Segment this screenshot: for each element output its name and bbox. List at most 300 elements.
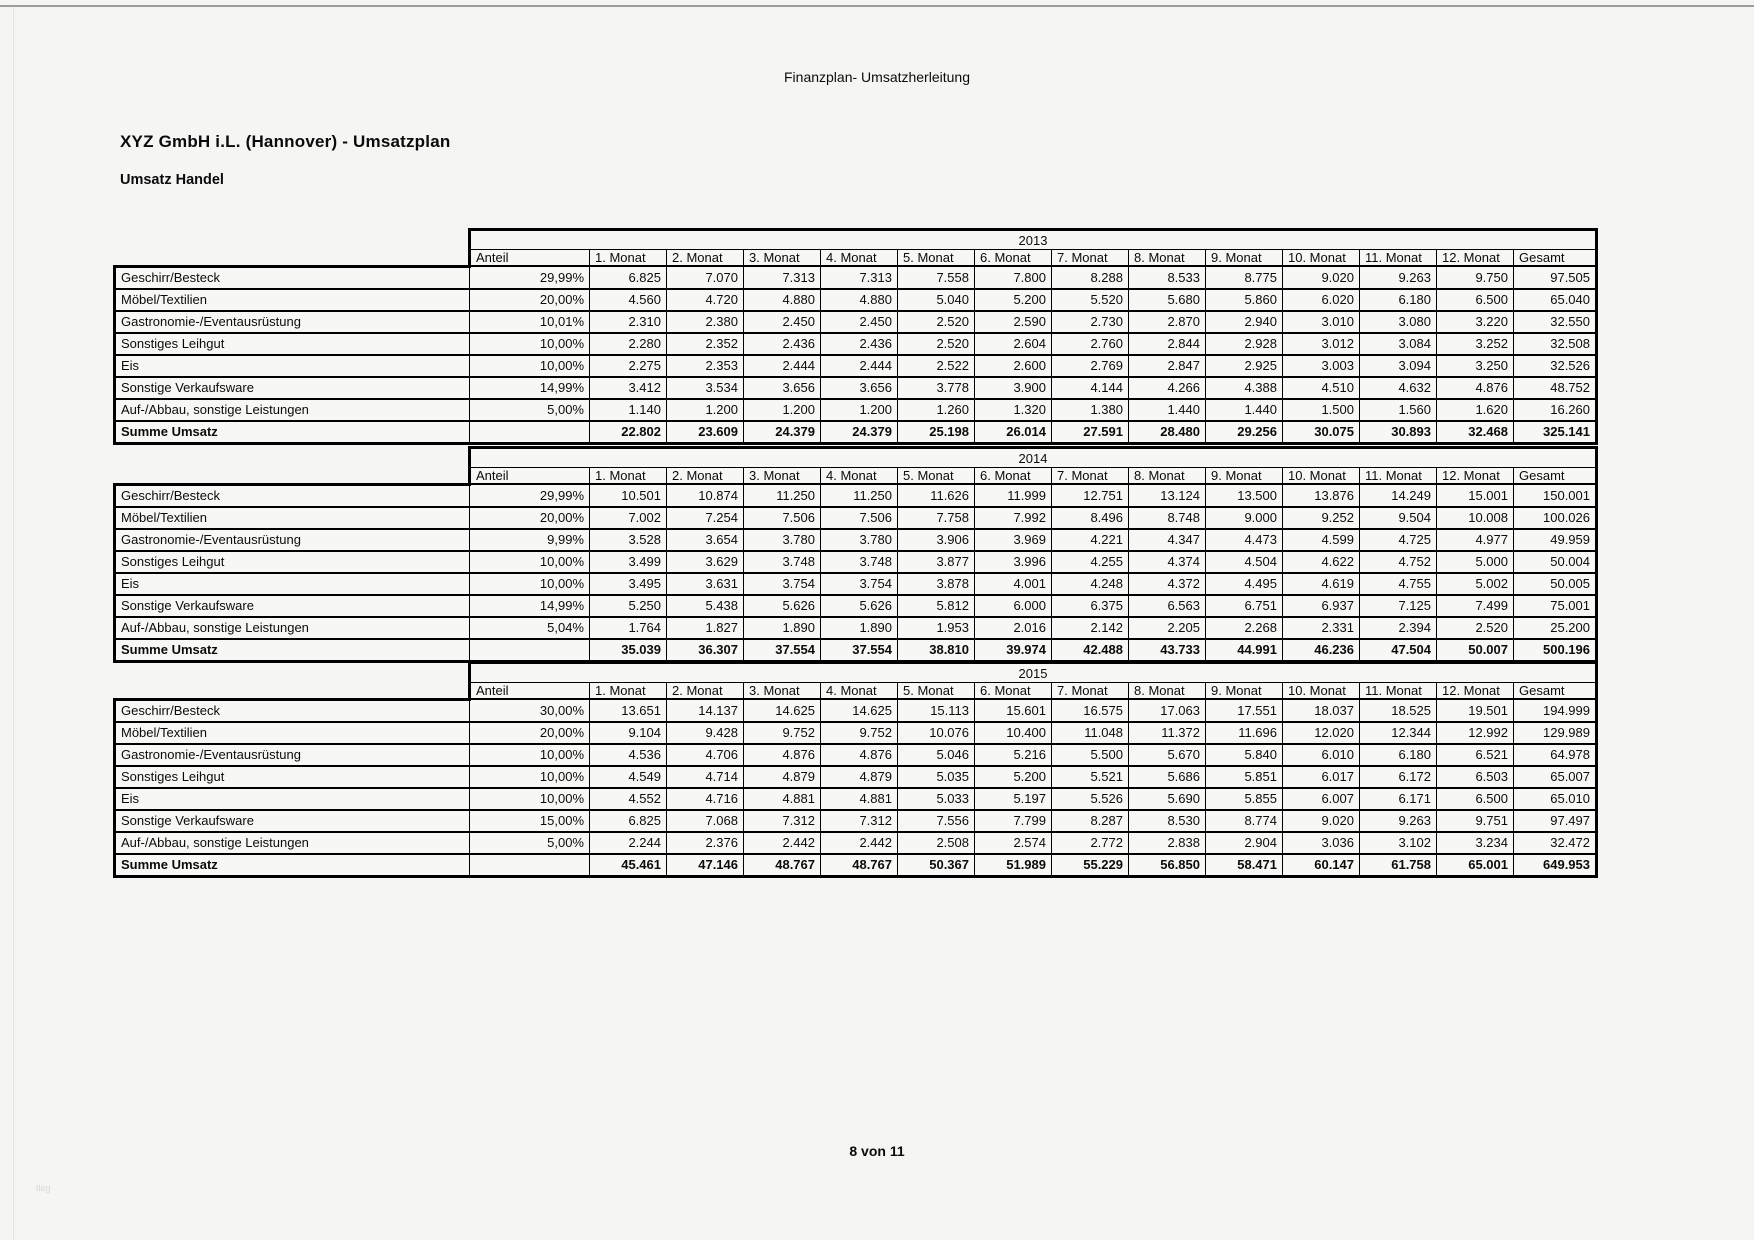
column-header: 8. Monat [1129,468,1206,485]
monat-value-cell: 1.320 [975,399,1052,421]
summe-monat-value: 27.591 [1052,421,1129,444]
monat-value-cell: 5.250 [590,595,667,617]
monat-value-cell: 4.248 [1052,573,1129,595]
monat-value-cell: 5.438 [667,595,744,617]
monat-value-cell: 2.520 [1437,617,1514,639]
monat-value-cell: 4.372 [1129,573,1206,595]
anteil-cell-empty [470,421,590,444]
column-header: Gesamt [1514,468,1597,485]
monat-value-cell: 8.287 [1052,810,1129,832]
summe-monat-value: 22.802 [590,421,667,444]
monat-value-cell: 4.752 [1360,551,1437,573]
monat-value-cell: 2.522 [898,355,975,377]
monat-value-cell: 7.312 [821,810,898,832]
monat-value-cell: 2.904 [1206,832,1283,854]
summe-monat-value: 42.488 [1052,639,1129,662]
monat-value-cell: 6.751 [1206,595,1283,617]
summe-monat-value: 24.379 [744,421,821,444]
anteil-cell: 5,00% [470,399,590,421]
monat-value-cell: 1.200 [744,399,821,421]
column-header: 12. Monat [1437,468,1514,485]
monat-value-cell: 3.220 [1437,311,1514,333]
spacer-cell [115,250,470,267]
anteil-cell: 10,00% [470,744,590,766]
column-header: 5. Monat [898,250,975,267]
monat-value-cell: 3.654 [667,529,744,551]
monat-value-cell: 3.012 [1283,333,1360,355]
column-header: 5. Monat [898,683,975,700]
monat-value-cell: 4.144 [1052,377,1129,399]
column-header: 9. Monat [1206,250,1283,267]
monat-value-cell: 3.528 [590,529,667,551]
monat-value-cell: 4.560 [590,289,667,311]
gesamt-cell: 194.999 [1514,699,1597,722]
monat-value-cell: 5.626 [744,595,821,617]
row-label: Eis [115,788,470,810]
summe-monat-value: 39.974 [975,639,1052,662]
monat-value-cell: 4.977 [1437,529,1514,551]
column-header: Gesamt [1514,250,1597,267]
anteil-cell: 9,99% [470,529,590,551]
monat-value-cell: 5.686 [1129,766,1206,788]
monat-value-cell: 4.879 [821,766,898,788]
monat-value-cell: 6.020 [1283,289,1360,311]
umsatz-table-2015 [113,661,1598,878]
monat-value-cell: 1.440 [1206,399,1283,421]
monat-value-cell: 7.800 [975,266,1052,289]
monat-value-cell: 3.080 [1360,311,1437,333]
row-label: Sonstige Verkaufsware [115,595,470,617]
monat-value-cell: 4.374 [1129,551,1206,573]
summe-row-label: Summe Umsatz [115,421,470,444]
gesamt-cell: 75.001 [1514,595,1597,617]
monat-value-cell: 4.549 [590,766,667,788]
summe-monat-value: 50.007 [1437,639,1514,662]
monat-value-cell: 3.003 [1283,355,1360,377]
anteil-cell: 10,00% [470,573,590,595]
monat-value-cell: 2.310 [590,311,667,333]
monat-value-cell: 2.394 [1360,617,1437,639]
monat-value-cell: 7.558 [898,266,975,289]
monat-value-cell: 13.500 [1206,484,1283,507]
monat-value-cell: 3.900 [975,377,1052,399]
monat-value-cell: 4.347 [1129,529,1206,551]
gesamt-cell: 150.001 [1514,484,1597,507]
row-label: Geschirr/Besteck [115,699,470,722]
monat-value-cell: 10.501 [590,484,667,507]
monat-value-cell: 14.625 [744,699,821,722]
monat-value-cell: 4.221 [1052,529,1129,551]
row-label: Auf-/Abbau, sonstige Leistungen [115,832,470,854]
monat-value-cell: 6.500 [1437,788,1514,810]
monat-value-cell: 7.506 [744,507,821,529]
monat-value-cell: 4.881 [821,788,898,810]
summe-monat-value: 51.989 [975,854,1052,877]
summe-monat-value: 46.236 [1283,639,1360,662]
monat-value-cell: 3.656 [821,377,898,399]
column-header: 7. Monat [1052,250,1129,267]
monat-value-cell: 15.001 [1437,484,1514,507]
monat-value-cell: 9.000 [1206,507,1283,529]
anteil-cell: 10,01% [470,311,590,333]
monat-value-cell: 1.890 [744,617,821,639]
monat-value-cell: 6.563 [1129,595,1206,617]
monat-value-cell: 2.142 [1052,617,1129,639]
summe-monat-value: 43.733 [1129,639,1206,662]
summe-monat-value: 35.039 [590,639,667,662]
column-header: 11. Monat [1360,468,1437,485]
monat-value-cell: 2.444 [744,355,821,377]
monat-value-cell: 7.313 [744,266,821,289]
monat-value-cell: 7.992 [975,507,1052,529]
summe-monat-value: 48.767 [744,854,821,877]
summe-monat-value: 30.893 [1360,421,1437,444]
column-header: 10. Monat [1283,468,1360,485]
monat-value-cell: 6.825 [590,810,667,832]
monat-value-cell: 1.953 [898,617,975,639]
summe-monat-value: 65.001 [1437,854,1514,877]
monat-value-cell: 1.620 [1437,399,1514,421]
column-header: 7. Monat [1052,468,1129,485]
monat-value-cell: 5.216 [975,744,1052,766]
monat-value-cell: 5.840 [1206,744,1283,766]
monat-value-cell: 7.499 [1437,595,1514,617]
gesamt-cell: 64.978 [1514,744,1597,766]
row-label: Eis [115,573,470,595]
anteil-cell: 29,99% [470,266,590,289]
monat-value-cell: 2.442 [821,832,898,854]
column-header: Anteil [470,468,590,485]
monat-value-cell: 5.670 [1129,744,1206,766]
monat-value-cell: 2.376 [667,832,744,854]
monat-value-cell: 5.002 [1437,573,1514,595]
column-header: 8. Monat [1129,250,1206,267]
monat-value-cell: 5.680 [1129,289,1206,311]
monat-value-cell: 6.171 [1360,788,1437,810]
monat-value-cell: 4.720 [667,289,744,311]
page-top-rule [0,5,1754,7]
monat-value-cell: 5.033 [898,788,975,810]
monat-value-cell: 5.855 [1206,788,1283,810]
monat-value-cell: 13.124 [1129,484,1206,507]
monat-value-cell: 4.876 [1437,377,1514,399]
monat-value-cell: 4.622 [1283,551,1360,573]
monat-value-cell: 6.937 [1283,595,1360,617]
monat-value-cell: 3.754 [821,573,898,595]
monat-value-cell: 2.380 [667,311,744,333]
monat-value-cell: 2.442 [744,832,821,854]
monat-value-cell: 9.263 [1360,266,1437,289]
monat-value-cell: 14.625 [821,699,898,722]
monat-value-cell: 2.520 [898,311,975,333]
column-header: 10. Monat [1283,683,1360,700]
column-header: 2. Monat [667,250,744,267]
monat-value-cell: 4.632 [1360,377,1437,399]
monat-value-cell: 2.353 [667,355,744,377]
gesamt-cell: 32.550 [1514,311,1597,333]
row-label: Gastronomie-/Eventausrüstung [115,529,470,551]
anteil-cell: 14,99% [470,595,590,617]
monat-value-cell: 2.450 [744,311,821,333]
monat-value-cell: 4.706 [667,744,744,766]
gesamt-cell: 129.989 [1514,722,1597,744]
page-title: XYZ GmbH i.L. (Hannover) - Umsatzplan [120,132,451,151]
monat-value-cell: 4.495 [1206,573,1283,595]
column-header: 1. Monat [590,468,667,485]
summe-monat-value: 23.609 [667,421,744,444]
row-label: Eis [115,355,470,377]
monat-value-cell: 4.536 [590,744,667,766]
summe-monat-value: 28.480 [1129,421,1206,444]
summe-gesamt-cell: 500.196 [1514,639,1597,662]
monat-value-cell: 5.500 [1052,744,1129,766]
monat-value-cell: 3.969 [975,529,1052,551]
monat-value-cell: 3.754 [744,573,821,595]
monat-value-cell: 7.556 [898,810,975,832]
monat-value-cell: 8.530 [1129,810,1206,832]
watermark-text: tleg [36,1183,51,1193]
monat-value-cell: 7.002 [590,507,667,529]
column-header: 8. Monat [1129,683,1206,700]
summe-monat-value: 61.758 [1360,854,1437,877]
monat-value-cell: 4.725 [1360,529,1437,551]
monat-value-cell: 4.714 [667,766,744,788]
monat-value-cell: 6.180 [1360,289,1437,311]
monat-value-cell: 6.521 [1437,744,1514,766]
section-subtitle: Umsatz Handel [120,172,224,188]
monat-value-cell: 5.812 [898,595,975,617]
monat-value-cell: 5.690 [1129,788,1206,810]
monat-value-cell: 2.280 [590,333,667,355]
monat-value-cell: 7.312 [744,810,821,832]
spacer-cell [115,683,470,700]
summe-monat-value: 58.471 [1206,854,1283,877]
monat-value-cell: 7.070 [667,266,744,289]
monat-value-cell: 3.631 [667,573,744,595]
column-header: 11. Monat [1360,250,1437,267]
column-header: 2. Monat [667,468,744,485]
monat-value-cell: 2.508 [898,832,975,854]
monat-value-cell: 4.876 [821,744,898,766]
monat-value-cell: 2.205 [1129,617,1206,639]
anteil-cell: 14,99% [470,377,590,399]
summe-monat-value: 44.991 [1206,639,1283,662]
monat-value-cell: 8.748 [1129,507,1206,529]
gesamt-cell: 97.505 [1514,266,1597,289]
row-label: Sonstige Verkaufsware [115,810,470,832]
monat-value-cell: 9.752 [744,722,821,744]
monat-value-cell: 9.020 [1283,266,1360,289]
column-header: 12. Monat [1437,250,1514,267]
monat-value-cell: 8.533 [1129,266,1206,289]
column-header: 1. Monat [590,250,667,267]
summe-monat-value: 47.504 [1360,639,1437,662]
column-header: 7. Monat [1052,683,1129,700]
monat-value-cell: 6.825 [590,266,667,289]
monat-value-cell: 9.751 [1437,810,1514,832]
monat-value-cell: 2.760 [1052,333,1129,355]
monat-value-cell: 11.626 [898,484,975,507]
monat-value-cell: 2.450 [821,311,898,333]
anteil-cell: 5,00% [470,832,590,854]
monat-value-cell: 4.619 [1283,573,1360,595]
monat-value-cell: 4.266 [1129,377,1206,399]
monat-value-cell: 9.428 [667,722,744,744]
monat-value-cell: 7.068 [667,810,744,832]
summe-monat-value: 32.468 [1437,421,1514,444]
monat-value-cell: 1.827 [667,617,744,639]
monat-value-cell: 2.436 [744,333,821,355]
monat-value-cell: 6.375 [1052,595,1129,617]
monat-value-cell: 8.775 [1206,266,1283,289]
monat-value-cell: 5.526 [1052,788,1129,810]
monat-value-cell: 12.992 [1437,722,1514,744]
monat-value-cell: 3.906 [898,529,975,551]
column-header: 6. Monat [975,683,1052,700]
monat-value-cell: 3.499 [590,551,667,573]
gesamt-cell: 100.026 [1514,507,1597,529]
monat-value-cell: 2.928 [1206,333,1283,355]
gesamt-cell: 65.007 [1514,766,1597,788]
gesamt-cell: 32.526 [1514,355,1597,377]
monat-value-cell: 5.046 [898,744,975,766]
monat-value-cell: 8.774 [1206,810,1283,832]
monat-value-cell: 6.007 [1283,788,1360,810]
report-header: Finanzplan- Umsatzherleitung [784,69,970,85]
summe-monat-value: 29.256 [1206,421,1283,444]
monat-value-cell: 8.496 [1052,507,1129,529]
anteil-cell: 20,00% [470,289,590,311]
summe-monat-value: 48.767 [821,854,898,877]
column-header: 11. Monat [1360,683,1437,700]
monat-value-cell: 3.629 [667,551,744,573]
row-label: Gastronomie-/Eventausrüstung [115,311,470,333]
monat-value-cell: 7.799 [975,810,1052,832]
monat-value-cell: 4.879 [744,766,821,788]
monat-value-cell: 9.752 [821,722,898,744]
monat-value-cell: 3.996 [975,551,1052,573]
summe-monat-value: 56.850 [1129,854,1206,877]
monat-value-cell: 9.020 [1283,810,1360,832]
summe-monat-value: 55.229 [1052,854,1129,877]
monat-value-cell: 2.844 [1129,333,1206,355]
column-header: 4. Monat [821,250,898,267]
monat-value-cell: 1.890 [821,617,898,639]
monat-value-cell: 16.575 [1052,699,1129,722]
monat-value-cell: 3.036 [1283,832,1360,854]
monat-value-cell: 5.000 [1437,551,1514,573]
monat-value-cell: 2.436 [821,333,898,355]
summe-monat-value: 36.307 [667,639,744,662]
monat-value-cell: 2.444 [821,355,898,377]
monat-value-cell: 5.851 [1206,766,1283,788]
anteil-cell: 10,00% [470,333,590,355]
monat-value-cell: 5.197 [975,788,1052,810]
monat-value-cell: 1.380 [1052,399,1129,421]
monat-value-cell: 5.521 [1052,766,1129,788]
monat-value-cell: 4.876 [744,744,821,766]
monat-value-cell: 3.656 [744,377,821,399]
row-label: Sonstiges Leihgut [115,766,470,788]
monat-value-cell: 10.008 [1437,507,1514,529]
column-header: Anteil [470,250,590,267]
summe-monat-value: 50.367 [898,854,975,877]
page-number: 8 von 11 [849,1143,905,1159]
summe-row-label: Summe Umsatz [115,639,470,662]
summe-monat-value: 45.461 [590,854,667,877]
monat-value-cell: 13.651 [590,699,667,722]
monat-value-cell: 2.925 [1206,355,1283,377]
summe-gesamt-cell: 649.953 [1514,854,1597,877]
monat-value-cell: 2.590 [975,311,1052,333]
row-label: Möbel/Textilien [115,507,470,529]
gesamt-cell: 65.040 [1514,289,1597,311]
summe-monat-value: 30.075 [1283,421,1360,444]
anteil-cell: 20,00% [470,722,590,744]
anteil-cell: 10,00% [470,355,590,377]
monat-value-cell: 7.254 [667,507,744,529]
monat-value-cell: 4.510 [1283,377,1360,399]
monat-value-cell: 2.331 [1283,617,1360,639]
anteil-cell: 30,00% [470,699,590,722]
monat-value-cell: 4.504 [1206,551,1283,573]
gesamt-cell: 65.010 [1514,788,1597,810]
summe-row-label: Summe Umsatz [115,854,470,877]
column-header: 3. Monat [744,683,821,700]
monat-value-cell: 3.252 [1437,333,1514,355]
monat-value-cell: 7.313 [821,266,898,289]
monat-value-cell: 6.503 [1437,766,1514,788]
column-header: 5. Monat [898,468,975,485]
monat-value-cell: 2.352 [667,333,744,355]
row-label: Auf-/Abbau, sonstige Leistungen [115,617,470,639]
monat-value-cell: 12.020 [1283,722,1360,744]
monat-value-cell: 10.400 [975,722,1052,744]
row-label: Möbel/Textilien [115,722,470,744]
monat-value-cell: 2.600 [975,355,1052,377]
row-label: Geschirr/Besteck [115,484,470,507]
monat-value-cell: 1.560 [1360,399,1437,421]
monat-value-cell: 6.500 [1437,289,1514,311]
monat-value-cell: 2.520 [898,333,975,355]
monat-value-cell: 3.412 [590,377,667,399]
monat-value-cell: 4.255 [1052,551,1129,573]
monat-value-cell: 4.716 [667,788,744,810]
gesamt-cell: 50.004 [1514,551,1597,573]
monat-value-cell: 3.084 [1360,333,1437,355]
monat-value-cell: 9.252 [1283,507,1360,529]
monat-value-cell: 6.010 [1283,744,1360,766]
column-header: 10. Monat [1283,250,1360,267]
monat-value-cell: 2.604 [975,333,1052,355]
monat-value-cell: 12.751 [1052,484,1129,507]
monat-value-cell: 18.525 [1360,699,1437,722]
monat-value-cell: 4.599 [1283,529,1360,551]
summe-monat-value: 24.379 [821,421,898,444]
monat-value-cell: 7.125 [1360,595,1437,617]
monat-value-cell: 2.940 [1206,311,1283,333]
monat-value-cell: 3.102 [1360,832,1437,854]
anteil-cell: 10,00% [470,788,590,810]
anteil-cell-empty [470,854,590,877]
spacer-cell [115,663,470,683]
anteil-cell-empty [470,639,590,662]
monat-value-cell: 4.880 [744,289,821,311]
column-header: 4. Monat [821,683,898,700]
summe-monat-value: 25.198 [898,421,975,444]
anteil-cell: 10,00% [470,766,590,788]
monat-value-cell: 2.268 [1206,617,1283,639]
